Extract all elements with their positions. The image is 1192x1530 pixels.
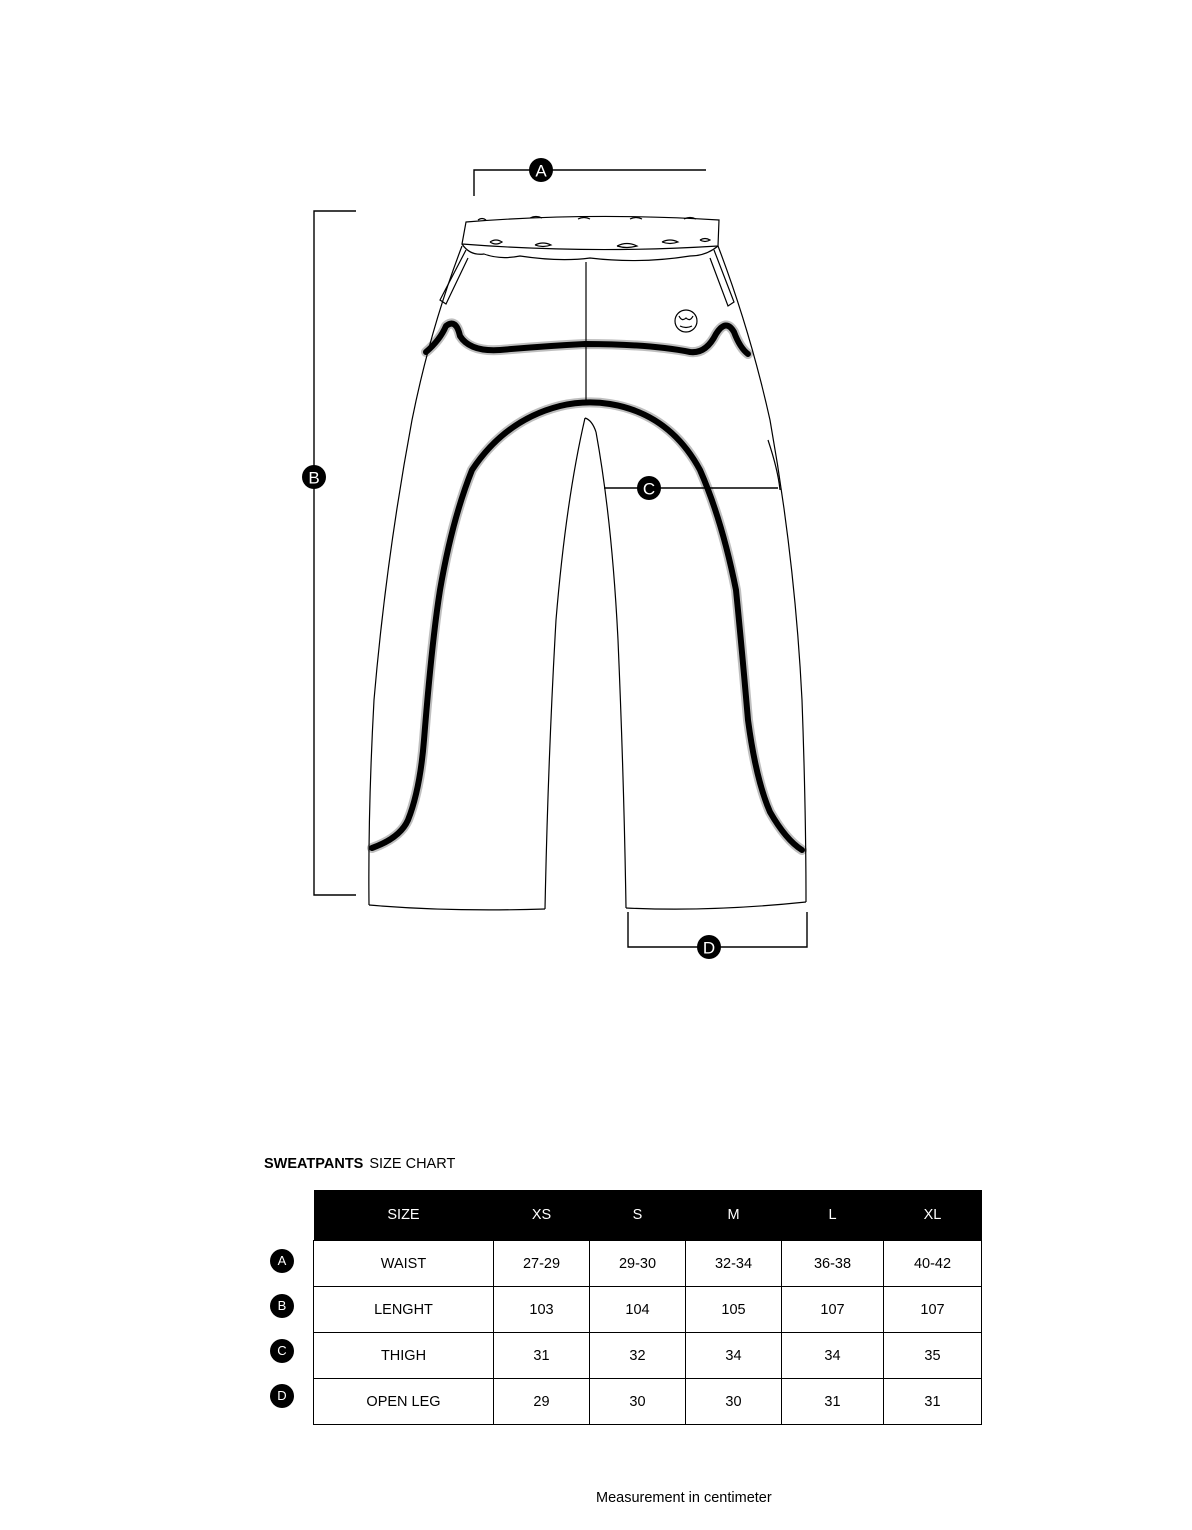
- table-row: [314, 1287, 982, 1333]
- table-cell: 31: [782, 1379, 884, 1425]
- product-name: SWEATPANTS: [264, 1156, 364, 1172]
- table-cell: 34: [782, 1333, 884, 1379]
- table-row: [314, 1379, 982, 1425]
- row-label: THIGH: [314, 1333, 494, 1379]
- length-dimension-line: [314, 211, 356, 895]
- column-header: XS: [494, 1190, 590, 1241]
- table-cell: 103: [494, 1287, 590, 1333]
- pants-outline: [369, 216, 806, 909]
- table-cell: 30: [590, 1379, 686, 1425]
- row-marker-d: D: [270, 1384, 294, 1408]
- marker-b-label: B: [308, 468, 320, 488]
- marker-d-label: D: [702, 938, 716, 958]
- row-label: WAIST: [314, 1241, 494, 1287]
- size-table: [313, 1190, 982, 1425]
- table-row: [314, 1333, 982, 1379]
- table-cell: 36-38: [782, 1241, 884, 1287]
- column-header: S: [590, 1190, 686, 1241]
- marker-c: [637, 476, 661, 500]
- table-cell: 27-29: [494, 1241, 590, 1287]
- row-label: LENGHT: [314, 1287, 494, 1333]
- pants-fuzzy-trim: [372, 324, 802, 850]
- table-cell: 34: [686, 1333, 782, 1379]
- row-marker-b: B: [270, 1294, 294, 1318]
- size-chart-label: SIZE CHART: [369, 1156, 456, 1172]
- table-header-row: [314, 1190, 982, 1241]
- table-row: [314, 1241, 982, 1287]
- table-cell: 29: [494, 1379, 590, 1425]
- marker-d: [697, 935, 721, 959]
- row-marker-c: C: [270, 1339, 294, 1363]
- table-cell: 29-30: [590, 1241, 686, 1287]
- row-label: OPEN LEG: [314, 1379, 494, 1425]
- table-cell: 31: [884, 1379, 982, 1425]
- row-marker-a: A: [270, 1249, 294, 1273]
- marker-a: [529, 158, 553, 182]
- column-header: L: [782, 1190, 884, 1241]
- column-header: M: [686, 1190, 782, 1241]
- table-cell: 107: [782, 1287, 884, 1333]
- marker-b: [302, 465, 326, 489]
- marker-a-label: A: [535, 161, 547, 181]
- table-cell: 31: [494, 1333, 590, 1379]
- column-header: XL: [884, 1190, 982, 1241]
- table-cell: 107: [884, 1287, 982, 1333]
- table-cell: 105: [686, 1287, 782, 1333]
- table-cell: 32-34: [686, 1241, 782, 1287]
- size-chart-heading: [264, 1156, 455, 1172]
- marker-c-label: C: [642, 479, 656, 499]
- column-header: SIZE: [314, 1190, 494, 1241]
- waist-dimension-line: [474, 170, 706, 196]
- table-cell: 104: [590, 1287, 686, 1333]
- table-cell: 30: [686, 1379, 782, 1425]
- table-cell: 32: [590, 1333, 686, 1379]
- measurement-note: Measurement in centimeter: [596, 1490, 772, 1506]
- table-cell: 35: [884, 1333, 982, 1379]
- table-cell: 40-42: [884, 1241, 982, 1287]
